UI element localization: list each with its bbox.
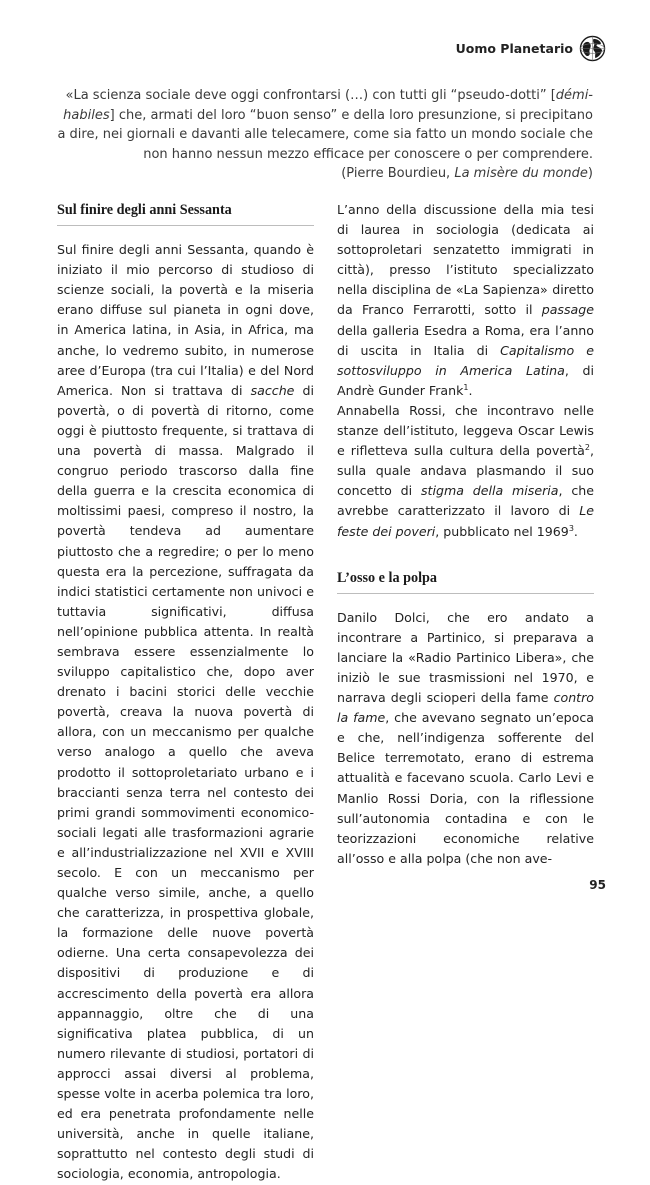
paragraph-danilo-dolci: Danilo Dolci, che ero andato a incontrare a Partinico, si preparava a lanciare la «Radio Partinico Libera», che iniziò le sue trasmissioni nel 1970, e narrava degli scioperi della fame contro la fame, che avevano segnato un’epoca e che, nell’indigenza sofferente del Belice terremotato, erano di estrema attualità e facevano scuola. Carlo Levi e Manlio Rossi Doria, con la riflessione sull’autonomia contadina e con le teorizzazioni economiche relative all’osso e alla polpa (che non ave- [337, 609, 594, 866]
globe-icon [579, 35, 606, 62]
footnote-ref-2: 2 [584, 442, 590, 452]
running-header [456, 33, 606, 63]
epigraph-text: «La scienza sociale deve oggi confrontarsi (…) con tutti gli “pseudo-dotti” [démi-habiles] che, armati del loro “buon senso” e della loro presunzione, si precipitano a dire, nei giornali e davanti alle telecamere, come sia fatto un mondo sociale che non hanno nessun mezzo efficace per conoscere o per comprendere. [57, 88, 593, 162]
page-number: 95 [589, 878, 606, 892]
footnote-ref-3: 3 [568, 523, 574, 533]
running-header-title: Uomo Planetario [455, 40, 573, 56]
text-column-left [57, 200, 314, 1185]
paragraph-sul-finire: Sul finire degli anni Sessanta, quando è iniziato il mio percorso di studioso di scienze sociali, la povertà e la miseria erano diffuse sul pianeta in ogni dove, in America latina, in Asia, in Africa, ma anche, lo vedremo subito, in numerose aree d’Europa (tra cui l’Italia) e del Nord America. Non si trattava di sacche di povertà, o di povertà di ritorno, come oggi è piuttosto frequente, si trattava di una povertà di massa. Malgrado il congruo periodo trascorso dalla fine della guerra e la crescita economica di moltissimi paesi, compreso il nostro, la povertà tendeva ad aumentare piuttosto che a regredire; o per lo meno questa era la percezione, suffragata da indici statistici certamente non univoci e tuttavia significativi, diffusa nell’opinione pubblica attenta. In realtà sembrava essere essenzialmente lo sviluppo capitalistico che, dopo aver drenato i bacini storici delle vecchie povertà, creava la nuova povertà di allora, con un meccanismo per qualche verso analogo a quello che aveva prodotto il sottoproletariato urbano e i braccianti senza terra nel contesto dei primi grandi sommovimenti economico-sociali legati alle trasformazioni agrarie e all’industrializzazione nel XVII e XVIII secolo. E con un meccanismo per qualche verso simile, anche, a quello che caratterizza, in prospettiva globale, la formazione delle nuove povertà odierne. Una certa consapevolezza dei dispositivi di produzione e di accrescimento della povertà era allora appannaggio, oltre che di una significativa platea pubblica, di un numero rilevante di studiosi, portatori di approcci assai diversi al problema, spesse volte in acerba polemica tra loro, ed era penetrata profondamente nelle università, anche in quelle italiane, soprattutto nel contesto degli studi di sociologia, economia, antropologia. [57, 242, 315, 1182]
section-heading-osso-polpa: L’osso e la polpa [337, 568, 594, 594]
epigraph-attribution: (Pierre Bourdieu, La misère du monde) [341, 166, 593, 182]
text-column-right [337, 200, 594, 869]
footnote-ref-1: 1 [463, 382, 469, 392]
paragraph-annabella-rossi: Annabella Rossi, che incontravo nelle stanze dell’istituto, leggeva Oscar Lewis e rifletteva sulla cultura della povertà$^2$, sulla quale andava plasmando il suo concetto di stigma della miseria, che avrebbe caratterizzato il lavoro di Le feste dei poveri, pubblicato nel 1969$^3$. [337, 402, 594, 539]
section-heading-sul-finire: Sul finire degli anni Sessanta [57, 200, 314, 226]
paragraph-laurea: L’anno della discussione della mia tesi di laurea in sociologia (dedicata ai sottoproletari senzatetto immigrati in città), presso l’istituto specializzato nella disciplina de «La Sapienza» diretto da Franco Ferrarotti, sotto il passage della galleria Esedra a Roma, era l’anno di uscita in Italia di Capitalismo e sottosviluppo in America Latina, di Andrè Gunder Frank$^1$. [337, 202, 595, 398]
epigraph-quote [57, 86, 593, 184]
